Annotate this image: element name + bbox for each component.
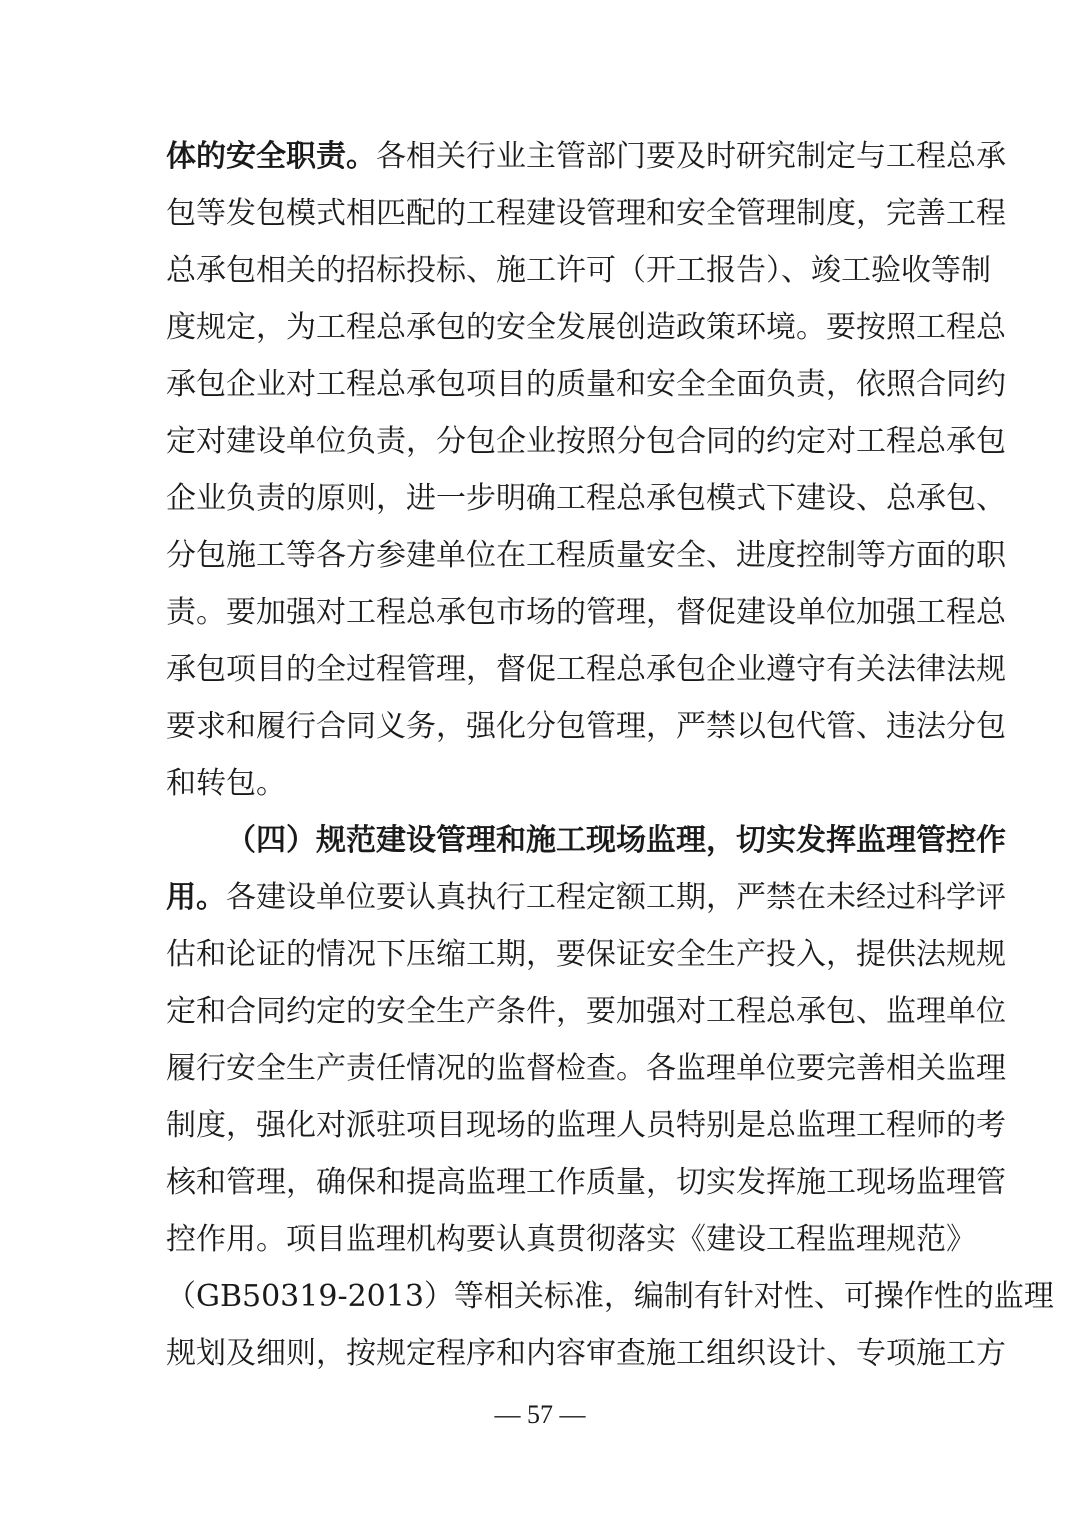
line-text: 度规定，为工程总承包的安全发展创造政策环境。要按照工程总 [166,310,1006,345]
text-line [166,413,1006,470]
line-text: 各相关行业主管部门要及时研究制定与工程总承 [376,139,1006,174]
text-line [166,641,1006,698]
text-line [166,470,1006,527]
text-line [166,1040,1006,1097]
bold-lead: 体的安全职责。 [166,139,376,174]
text-line [166,926,1006,983]
line-text: 承包企业对工程总承包项目的质量和安全全面负责，依照合同约 [166,367,1006,402]
bold-lead: （四）规范建设管理和施工现场监理，切实发挥监理管控作 [226,823,1006,858]
line-text: 核和管理，确保和提高监理工作质量，切实发挥施工现场监理管 [166,1165,1006,1200]
bold-lead: 用。 [166,880,226,915]
section-heading [166,812,1006,869]
text-line [166,1097,1006,1154]
text-line [166,356,1006,413]
text-line [166,185,1006,242]
line-text: 承包项目的全过程管理，督促工程总承包企业遵守有关法律法规 [166,652,1006,687]
text-line [166,128,1006,185]
text-line [166,983,1006,1040]
text-line [166,755,916,812]
text-line [166,698,1006,755]
line-text: 制度，强化对派驻项目现场的监理人员特别是总监理工程师的考 [166,1108,1006,1143]
body-text [166,128,1054,1382]
line-text: 责。要加强对工程总承包市场的管理，督促建设单位加强工程总 [166,595,1006,630]
text-line [166,527,1006,584]
text-line [166,1211,976,1268]
page-number: — 57 — [494,1400,586,1429]
text-line [166,1154,1006,1211]
text-line [166,1325,1006,1382]
line-text: 定和合同约定的安全生产条件，要加强对工程总承包、监理单位 [166,994,1006,1029]
line-text: 各建设单位要认真执行工程定额工期，严禁在未经过科学评 [226,880,1006,915]
line-text: 分包施工等各方参建单位在工程质量安全、进度控制等方面的职 [166,538,1006,573]
line-text: 履行安全生产责任情况的监督检查。各监理单位要完善相关监理 [166,1051,1006,1086]
line-text: 总承包相关的招标投标、施工许可（开工报告）、竣工验收等制 [166,253,991,288]
line-text: 企业负责的原则，进一步明确工程总承包模式下建设、总承包、 [166,481,1006,516]
text-line [166,869,1006,926]
text-line [166,299,1006,356]
line-text: 控作用。项目监理机构要认真贯彻落实《建设工程监理规范》 [166,1222,976,1257]
text-line [166,1268,1054,1325]
line-text: 包等发包模式相匹配的工程建设管理和安全管理制度，完善工程 [166,196,1006,231]
line-text: （GB50319-2013）等相关标准，编制有针对性、可操作性的监理 [166,1279,1054,1314]
line-text: 要求和履行合同义务，强化分包管理，严禁以包代管、违法分包 [166,709,1006,744]
line-text: 定对建设单位负责，分包企业按照分包合同的约定对工程总承包 [166,424,1006,459]
line-text: 规划及细则，按规定程序和内容审查施工组织设计、专项施工方 [166,1336,1006,1371]
text-line [166,242,991,299]
line-text: 和转包。 [166,766,286,801]
text-line [166,584,1006,641]
line-text: 估和论证的情况下压缩工期，要保证安全生产投入，提供法规规 [166,937,1006,972]
